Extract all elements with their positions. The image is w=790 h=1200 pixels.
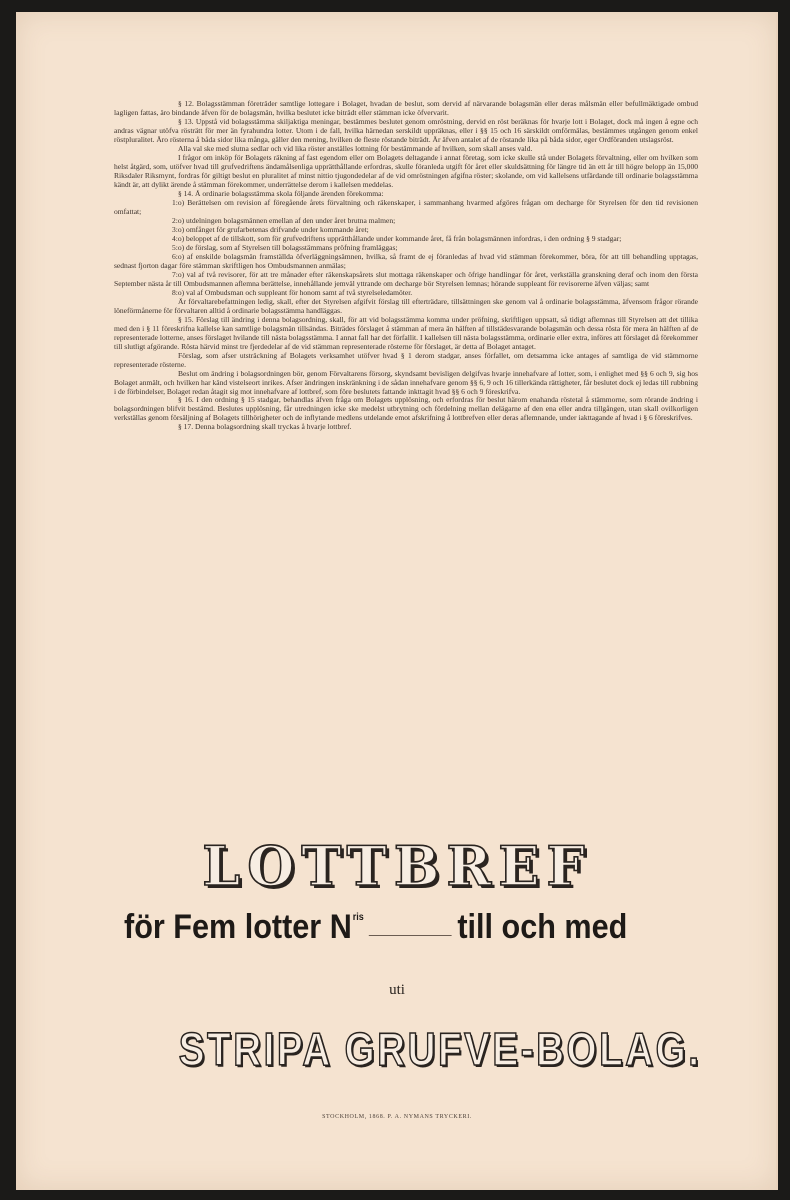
bylaws-text-block: [114, 99, 698, 431]
bylaw-paragraph: 1:o) Berättelsen om revision af föregående årets förvaltning och räkenskaper, i sammanhang hvarmed afgöres frågan om decharge för Styrelsen för den tid revisionen omfattat;: [114, 197, 698, 216]
printer-imprint: STOCKHOLM, 1868. P. A. NYMANS TRYCKERI.: [322, 1114, 472, 1120]
bylaw-paragraph: § 12. Bolagsstämman företräder samtlige lottegare i Bolaget, hvadan de beslut, som dervid af närvarande bolagsmän eller deras målsmän eller befullmäktigade ombud lagligen fattas, äro bindande äfven för de bolagsmän, hvilka beslutet icke biträdt eller stämman icke öfvervarit.: [114, 99, 698, 117]
bylaw-paragraph: § 13. Uppstå vid bolagsstämma skiljaktiga meningar, bestämmes beslutet genom omröstning, dervid en röst beräknas för hvarje lott i Bolaget, dock må ingen å egne och andras vägnar utöfva rösträtt för mer än fyrahundra lotter. Utom i de fall, hvilka härnedan serskildt uppräknas, eller i §§ 15 och 16 särskildt omförmälas, bestämmes utgången genom enkel röstpluralitet. Äro rösterna å båda sidor lika många, gäller den mening, hvilken de fleste röstande biträdt. Är äfven antalet af de röstande lika på båda sidor, eger Ordföranden utslagsröst.: [114, 116, 698, 144]
bylaw-paragraph: I frågor om inköp för Bolagets räkning af fast egendom eller om Bolagets deltagande i annat företag, som icke skulle stå under Bolagets förvaltning, eller om hvilken som helst åtgärd, som, utöfver hvad till grufvedriftens ändamålsenliga upprätthållande erfordras, skulle föranleda utgift för året eller skuldsättning för längre tid än ett år till högre belopp än 15,000 Riksdaler Riksmynt, fordras för giltigt beslut en pluralitet af minst nittio tjugondedelar af de vid omröstningen afgifna röster; skolande, om vid kallelsens utfärdande till ordinarie bolagsstämma kändt är, att dylikt ärende å stämman förekommer, underrättelse derom i kallelsen meddelas.: [114, 152, 698, 189]
bylaw-paragraph: Förslag, som afser utsträckning af Bolagets verksamhet utöfver hvad § 1 derom stadgar, anses förfallet, om detsamma icke antages af samtliga de vid stämmorne representerade rösterne.: [114, 350, 698, 369]
lot-line-superscript: ris: [352, 912, 364, 923]
paper-sheet: [16, 12, 778, 1190]
lot-line-end: till och med: [457, 908, 628, 946]
lot-line-start: för Fem lotter N: [124, 908, 352, 946]
bylaw-paragraph: Beslut om ändring i bolagsordningen bör, genom Förvaltarens försorg, skyndsamt bevisligen delgifvas hvarje innehafvare af lotter, som, i enlighet med §§ 6 och 9, sig hos Bolaget anmält, och hvilken har känd vistelseort inrikes. Afser ändringen inskränkning i de sådan innehafvare genom §§ 6, 9 och 16 tillerkända rättigheter, får beslutet dock ej ledas till rubbning i de förbindelser, Bolaget redan åtagit sig mot innehafvare af lottbref, som före beslutets fattande inkttagit hvad §§ 6 och 9 föreskrifva.: [114, 368, 698, 396]
bylaw-paragraph: Är förvaltarebefattningen ledig, skall, efter det Styrelsen afgifvit förslag till efterträdare, tillsättningen ske genom val å ordinarie bolagsstämma, äfvensom frågor rörande löneförmånerne för förvaltaren alltid å ordinarie bolagsstämma handläggas.: [114, 296, 698, 315]
bylaw-paragraph: 2:o) utdelningen bolagsmännen emellan af den under året brutna malmen;: [172, 215, 396, 225]
uti-label: uti: [389, 982, 405, 998]
lot-number-line: [124, 908, 628, 947]
bylaw-paragraph: § 17. Denna bolagsordning skall tryckas å hvarje lottbref.: [178, 422, 352, 432]
bylaw-paragraph: Alla val ske med slutna sedlar och vid lika röster anställes lottning för bestämmande af hvilken, som skall anses vald.: [178, 143, 533, 153]
bylaw-paragraph: 6:o) af enskilde bolagsmän framställda öfverläggningsämnen, hvilka, så framt de ej föranledas af hvad vid stämman förekommer, böra, för att till behandling upptagas, sednast fjorton dagar före stämman skriftligen hos Ombudsmannen anmälas;: [114, 251, 698, 270]
bylaw-paragraph: § 15. Förslag till ändring i denna bolagsordning, skall, för att vid bolagsstämma komma under pröfning, skriftligen uppsatt, så tidigt aflemnas till Styrelsen att det tillika med den i § 11 föreskrifna kallelse kan samtlige bolagsmän tillsändas. Biträdes förslaget å stämman af mera än hälften af tillstädesvarande bolagsmän och dessa rösta för mera än hälften af de representerade lotterne, anses förslaget hvilande till nästa bolagsstämma. I annat fall har det förfallit. I kallelsen till nästa bolagsstämma, ordinarie eller extra, införes att förslaget då förekommer till slutligt afgörande. Rösta härvid minst tre fjerdedelar af de vid stämman representerade rösterne för förslaget, är detta af Bolaget antaget.: [114, 314, 698, 351]
bylaw-paragraph: § 14. Å ordinarie bolagsstämma skola följande ärenden förekomma:: [178, 188, 384, 198]
bylaw-paragraph: 7:o) val af två revisorer, för att tre månader efter räkenskapsårets slut mottaga räkenskaper och öfrige handlingar för året, verkställa granskning deraf och inom den första September nästa år till Ombudsmannen aflemna berättelse, innehållande jemväl yttrande om decharge bör Styrelsen lemnas; hörande suppleant för revisorerne äfven väljas; samt: [114, 269, 698, 288]
document-title: LOTTBREF: [202, 834, 592, 898]
lot-number-blank-field[interactable]: [369, 934, 452, 936]
bylaw-paragraph: 8:o) val af Ombudsman och suppleant för honom samt af två styrelseledamöter.: [172, 287, 413, 297]
company-name: STRIPA GRUFVE-BOLAG.: [178, 1023, 702, 1075]
bylaw-paragraph: 4:o) beloppet af de tillskott, som för grufvedriftens upprätthållande under kommande året, få från bolagsmännen infordras, i den ordning § 9 stadgar;: [172, 233, 622, 243]
bylaw-paragraph: 5:o) de förslag, som af Styrelsen till bolagsstämmans pröfning framläggas;: [172, 242, 398, 252]
bylaw-paragraph: § 16. I den ordning § 15 stadgar, behandlas äfven fråga om Bolagets upplösning, och erfordras för beslut härom enahanda röstetal å stämmorne, som rörande ändring i bolagsordningen blifvit bestämd. Beslutes upplösning, får utredningen icke ske medelst utbrytning och fördelning mellan delägarne af den ena eller andra tillgången, utan skall ovilkorligen verkställas genom försäljning af Bolagets tillhörigheter och de inflytande medlens utdelande emot afskrifning å lottbrefven eller deras aflemnande, under iakttagande af hvad i § 6 föreskrifves.: [114, 395, 698, 423]
paper-edge: [776, 12, 778, 1190]
bylaw-paragraph: 3:o) omfånget för grufarbetenas drifvande under kommande året;: [172, 224, 369, 234]
